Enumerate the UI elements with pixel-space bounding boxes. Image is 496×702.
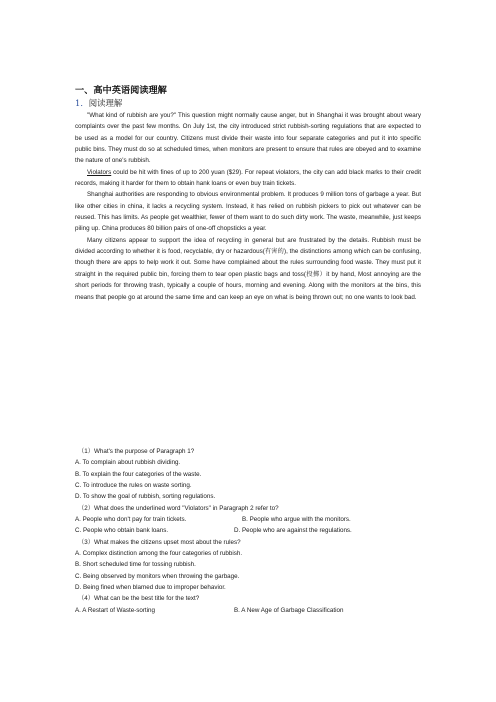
question-2-option-d: D. People who are against the regulations. [234,527,352,535]
question-3-stem: （3）What makes the citizens upset most about the rules? [78,538,241,546]
question-2-option-b: B. People who argue with the monitors. [242,516,351,524]
question-3-option-a: A. Complex distinction among the four categories of rubbish. [75,550,243,558]
questions [75,446,435,616]
question-2-stem: （2）What does the underlined word "Violators" in Paragraph 2 refer to? [78,504,279,512]
question-3-option-b: B. Short scheduled time for tossing rubbish. [75,561,196,569]
paragraph-2-text: could be hit with fines of up to 200 yuan ($29). For repeat violators, the city can add black marks to their credit records, making it harder for them to obtain hank loans or even buy train tickets. [75,168,421,188]
paragraph-4: Many citizens appear to support the idea of recycling in general but are frustrated by the details. Rubbish must be divided according to whether it is food, recyclable, dry or hazardous(有害的), the distinctions among which can be confusing, though there are apps to help work it out. Some have complained about the rules surrounding food waste. They must put it straight in the required public bin, forcing them to tear open plastic bags and toss(投掷）it by hand, Most annoying are the short periods for throwing trash, typically a couple of hours, morning and evening. Along with the monitors at the bins, this means that people go at around the same time and can keep an eye on what is being thrown out; no one wants to look bad. [75,236,421,301]
section-heading: 一、高中英语阅读理解 [75,85,167,96]
question-2-options-cd [75,525,435,536]
reading-passage [75,110,421,303]
question-4-option-a: A. A Restart of Waste-sorting [75,606,156,614]
question-3-option-c: C. Being observed by monitors when throwing the garbage. [75,572,240,580]
question-1-option-d: D. To show the goal of rubbish, sorting regulations. [75,493,216,501]
question-2-options-ab [75,514,435,525]
subheading-number: 1． [75,98,89,108]
question-2-option-c: C. People who obtain bank loans. [75,527,169,535]
underlined-word-violators: Violators [87,168,112,176]
question-4-option-b: B. A New Age of Garbage Classification [234,606,344,614]
question-4-stem: （4）What can be the best title for the text? [78,595,200,603]
question-3-option-d: D. Being fined when blamed due to improper behavior. [75,584,226,592]
question-4-options-ab [75,605,435,616]
question-2-option-a: A. People who don't pay for train tickets. [75,516,187,524]
question-1-option-b: B. To explain the four categories of the waste. [75,470,202,478]
paragraph-1: "What kind of rubbish are you?" This question might normally cause anger, but in Shanghai it was brought about weary complaints over the past few months. On July 1st, the city introduced strict rubbish-sorting regulations that are expected to be used as a model for our country. Citizens must divide their waste into four separate categories and put it into specific public bins. They must do so at scheduled times, when monitors are present to ensure that rules are obeyed and to examine the nature of one's rubbish. [75,112,421,165]
paragraph-2 [75,167,421,190]
subheading-label: 阅读理解 [88,98,123,108]
question-1-option-c: C. To introduce the rules on waste sorting. [75,482,192,490]
question-1-stem: （1）What's the purpose of Paragraph 1? [78,448,195,455]
subheading [75,97,122,109]
paragraph-3: Shanghai authorities are responding to obvious environmental problem. It produces 9 million tons of garbage a year. But like other cities in china, it lacks a recycling system. Instead, it has relied on rubbish pickers to pick out whatever can be reused. This has limits. As people get wealthier, fewer of them want to do such dirty work. The waste, meanwhile, just keeps piling up. China produces 80 billion pairs of one-off chopsticks a year. [75,191,421,233]
question-1-option-a: A. To complain about rubbish dividing. [75,459,181,467]
